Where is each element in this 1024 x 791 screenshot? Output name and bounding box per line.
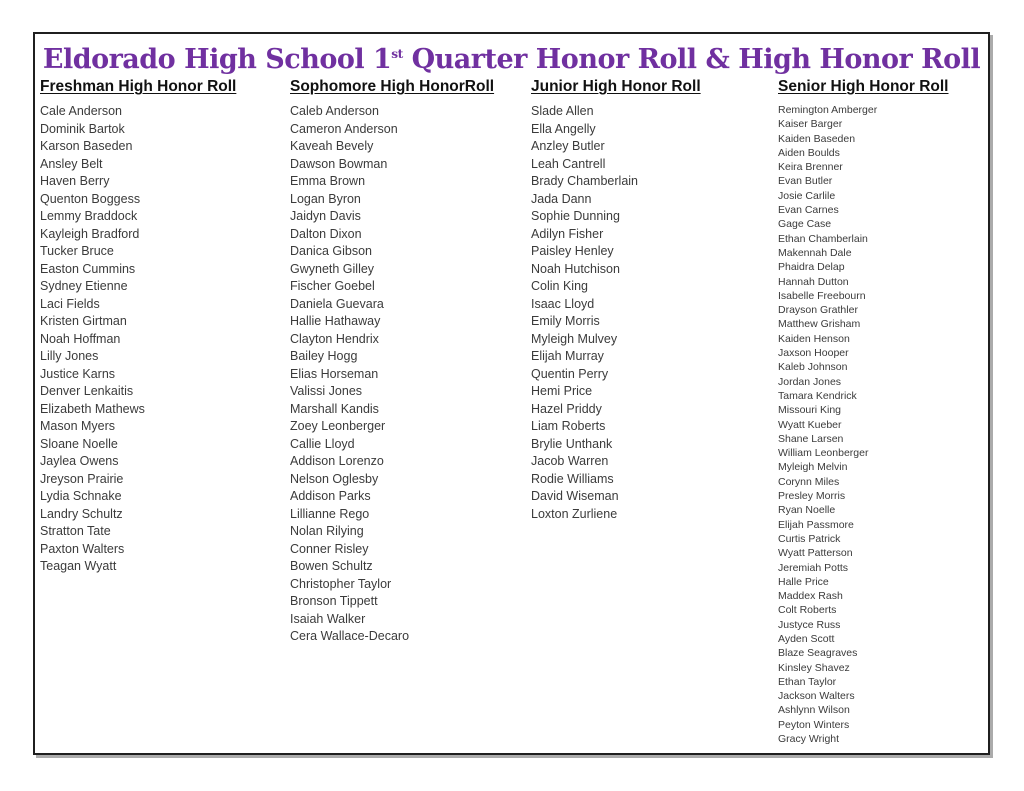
student-name: Denver Lenkaitis — [40, 384, 134, 398]
student-name: Zoey Leonberger — [290, 419, 386, 433]
student-name: Nolan Rilying — [290, 524, 364, 538]
column-senior — [778, 78, 983, 746]
student-name: Jaylea Owens — [40, 454, 119, 468]
student-name: Maddex Rash — [778, 590, 843, 603]
student-name: Colt Roberts — [778, 604, 837, 617]
student-name: Jaxson Hooper — [778, 347, 849, 360]
student-name: Anzley Butler — [531, 139, 605, 153]
student-name: Mason Myers — [40, 419, 116, 433]
student-name: Ayden Scott — [778, 632, 835, 645]
student-name: Sydney Etienne — [40, 279, 128, 293]
student-name: Isaac Lloyd — [531, 296, 595, 311]
student-name: Gwyneth Gilley — [290, 261, 375, 276]
student-name: Lemmy Braddock — [40, 209, 138, 223]
student-name: Isabelle Freebourn — [778, 289, 866, 302]
student-name: Makennah Dale — [778, 246, 852, 259]
student-name: Elizabeth Mathews — [40, 401, 145, 416]
student-name: Peyton Winters — [778, 718, 850, 731]
student-name: Kaiden Baseden — [778, 132, 856, 145]
student-name: Wyatt Kueber — [778, 418, 842, 431]
student-name: Addison Parks — [290, 489, 371, 503]
student-name: Nelson Oglesby — [290, 471, 379, 486]
student-name: Gage Case — [778, 218, 832, 231]
student-name: Karson Baseden — [40, 139, 133, 153]
student-name: Lydia Schnake — [40, 489, 122, 503]
student-name: Evan Carnes — [778, 204, 839, 217]
student-name: Lilly Jones — [40, 349, 99, 363]
student-name: Valissi Jones — [290, 384, 363, 398]
student-name: Aiden Boulds — [778, 146, 840, 159]
student-name: Jackson Walters — [778, 690, 855, 703]
student-name: Cameron Anderson — [290, 121, 398, 136]
student-name: Sloane Noelle — [40, 436, 118, 451]
student-name: Curtis Patrick — [778, 532, 841, 545]
student-name: Hazel Priddy — [531, 401, 602, 416]
student-name: Hannah Dutton — [778, 275, 849, 288]
student-name: Dawson Bowman — [290, 156, 388, 171]
student-name: Kaleb Johnson — [778, 361, 848, 374]
student-name: Noah Hoffman — [40, 331, 121, 346]
student-name: Elijah Murray — [531, 349, 604, 363]
senior-name-list — [778, 103, 983, 746]
student-name: Quentin Perry — [531, 366, 609, 381]
student-name: Bronson Tippett — [290, 594, 378, 608]
junior-name-list — [531, 103, 771, 523]
student-name: Brylie Unthank — [531, 436, 613, 451]
student-name: Callie Lloyd — [290, 436, 355, 451]
student-name: Tucker Bruce — [40, 244, 114, 258]
student-name: Presley Morris — [778, 490, 846, 503]
student-name: Elijah Passmore — [778, 518, 854, 531]
student-name: Josie Carlile — [778, 189, 836, 202]
student-name: Jordan Jones — [778, 375, 842, 388]
column-junior — [531, 78, 771, 523]
column-header-junior: Junior High Honor Roll — [531, 78, 701, 95]
student-name: Jreyson Prairie — [40, 471, 124, 486]
student-name: Kinsley Shavez — [778, 661, 850, 674]
student-name: Noah Hutchison — [531, 261, 620, 276]
student-name: Emma Brown — [290, 174, 366, 188]
column-header-freshman: Freshman High Honor Roll — [40, 78, 237, 95]
student-name: Rodie Williams — [531, 471, 614, 486]
student-name: Wyatt Patterson — [778, 547, 853, 560]
student-name: Slade Allen — [531, 104, 594, 118]
student-name: Christopher Taylor — [290, 576, 392, 591]
student-name: Adilyn Fisher — [531, 226, 604, 241]
student-name: Teagan Wyatt — [40, 559, 117, 573]
student-name: Ansley Belt — [40, 156, 103, 171]
student-name: Leah Cantrell — [531, 156, 606, 171]
student-name: Colin King — [531, 279, 588, 293]
student-name: Lillianne Rego — [290, 506, 370, 521]
student-name: Justyce Russ — [778, 618, 841, 631]
student-name: William Leonberger — [778, 447, 869, 460]
student-name: Cale Anderson — [40, 104, 123, 118]
student-name: Jacob Warren — [531, 454, 609, 468]
student-name: Phaidra Delap — [778, 261, 845, 274]
student-name: Sophie Dunning — [531, 209, 620, 223]
student-name: Jaidyn Davis — [290, 209, 361, 223]
student-name: Ryan Noelle — [778, 504, 836, 517]
student-name: Bailey Hogg — [290, 349, 358, 363]
column-sophomore — [290, 78, 528, 646]
student-name: Hallie Hathaway — [290, 314, 381, 328]
student-name: Keira Brenner — [778, 161, 843, 174]
freshman-name-list — [40, 103, 285, 576]
student-name: Jada Dann — [531, 191, 592, 206]
student-name: Daniela Guevara — [290, 296, 384, 311]
student-name: Blaze Seagraves — [778, 647, 858, 660]
student-name: Cera Wallace-Decaro — [290, 629, 410, 643]
student-name: Clayton Hendrix — [290, 331, 379, 346]
document-border-box — [33, 32, 990, 755]
student-name: Dominik Bartok — [40, 121, 125, 136]
student-name: Easton Cummins — [40, 261, 136, 276]
student-name: Hemi Price — [531, 384, 593, 398]
student-name: Kaveah Bevely — [290, 139, 374, 153]
student-name: Tamara Kendrick — [778, 389, 857, 402]
student-name: Addison Lorenzo — [290, 454, 384, 468]
student-name: Landry Schultz — [40, 506, 123, 521]
student-name: Caleb Anderson — [290, 104, 379, 118]
student-name: Evan Butler — [778, 175, 833, 188]
student-name: Drayson Grathler — [778, 304, 858, 317]
student-name: Brady Chamberlain — [531, 174, 638, 188]
student-name: Loxton Zurliene — [531, 506, 618, 521]
page-title-suffix: Quarter Honor Roll & High Honor Roll — [402, 44, 981, 75]
student-name: Halle Price — [778, 575, 829, 588]
student-name: Laci Fields — [40, 296, 100, 311]
student-name: Kaiden Henson — [778, 332, 850, 345]
student-name: Isaiah Walker — [290, 611, 366, 626]
student-name: David Wiseman — [531, 489, 619, 503]
student-name: Jeremiah Potts — [778, 561, 849, 574]
page-title — [35, 44, 988, 75]
student-name: Bowen Schultz — [290, 559, 373, 573]
student-name: Matthew Grisham — [778, 318, 861, 331]
student-name: Ethan Taylor — [778, 675, 837, 688]
student-name: Remington Amberger — [778, 104, 878, 116]
student-name: Gracy Wright — [778, 733, 840, 746]
student-name: Stratton Tate — [40, 524, 111, 538]
student-name: Marshall Kandis — [290, 401, 379, 416]
student-name: Paxton Walters — [40, 541, 125, 556]
student-name: Kristen Girtman — [40, 314, 127, 328]
page-title-superscript: st — [391, 47, 403, 61]
student-name: Missouri King — [778, 404, 842, 417]
student-name: Haven Berry — [40, 174, 110, 188]
sophomore-name-list — [290, 103, 528, 646]
student-name: Ethan Chamberlain — [778, 232, 868, 245]
student-name: Dalton Dixon — [290, 226, 362, 241]
student-name: Danica Gibson — [290, 244, 372, 258]
column-header-sophomore: Sophomore High HonorRoll — [290, 78, 495, 95]
student-name: Elias Horseman — [290, 366, 379, 381]
student-name: Emily Morris — [531, 314, 600, 328]
student-name: Myleigh Mulvey — [531, 331, 618, 346]
student-name: Paisley Henley — [531, 244, 614, 258]
student-name: Kayleigh Bradford — [40, 226, 140, 241]
student-name: Kaiser Barger — [778, 118, 843, 131]
student-name: Ella Angelly — [531, 121, 596, 136]
student-name: Shane Larsen — [778, 432, 844, 445]
student-name: Fischer Goebel — [290, 279, 375, 293]
student-name: Logan Byron — [290, 191, 361, 206]
student-name: Conner Risley — [290, 541, 369, 556]
student-name: Corynn Miles — [778, 475, 840, 488]
student-name: Myleigh Melvin — [778, 461, 848, 474]
student-name: Quenton Boggess — [40, 191, 141, 206]
column-freshman — [40, 78, 285, 576]
page-title-prefix: Eldorado High School 1 — [42, 44, 392, 75]
student-name: Ashlynn Wilson — [778, 704, 850, 717]
student-name: Liam Roberts — [531, 419, 606, 433]
column-header-senior: Senior High Honor Roll — [778, 78, 949, 95]
student-name: Justice Karns — [40, 366, 116, 381]
